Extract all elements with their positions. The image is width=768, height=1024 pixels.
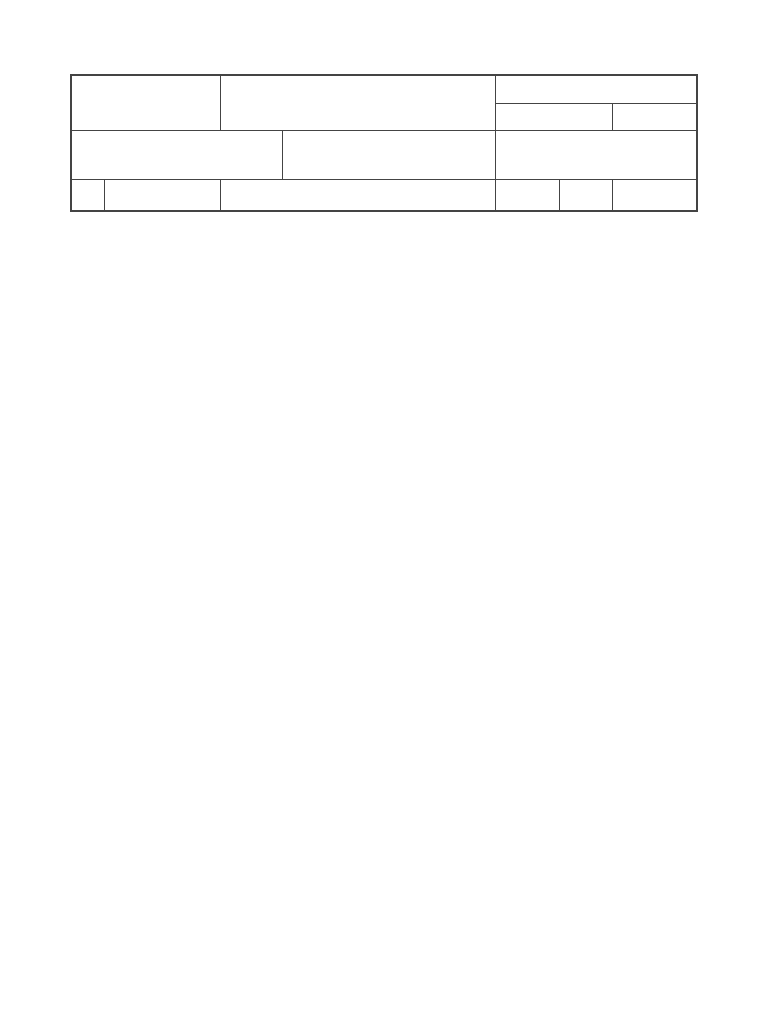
form-title bbox=[220, 75, 495, 130]
no-bpk bbox=[282, 130, 495, 179]
request-form bbox=[70, 74, 696, 212]
form-code bbox=[495, 75, 697, 103]
ship-info bbox=[71, 130, 282, 179]
set-label bbox=[612, 103, 697, 130]
col-keperluan bbox=[612, 179, 697, 211]
company-name bbox=[71, 75, 220, 130]
col-qty bbox=[495, 179, 559, 211]
cs-label bbox=[495, 103, 612, 130]
doc-number-date bbox=[495, 130, 697, 179]
form-table bbox=[70, 74, 698, 212]
col-satuan bbox=[559, 179, 612, 211]
col-kategori bbox=[104, 179, 220, 211]
column-headers bbox=[71, 179, 697, 211]
col-no bbox=[71, 179, 104, 211]
col-nama-barang bbox=[220, 179, 495, 211]
